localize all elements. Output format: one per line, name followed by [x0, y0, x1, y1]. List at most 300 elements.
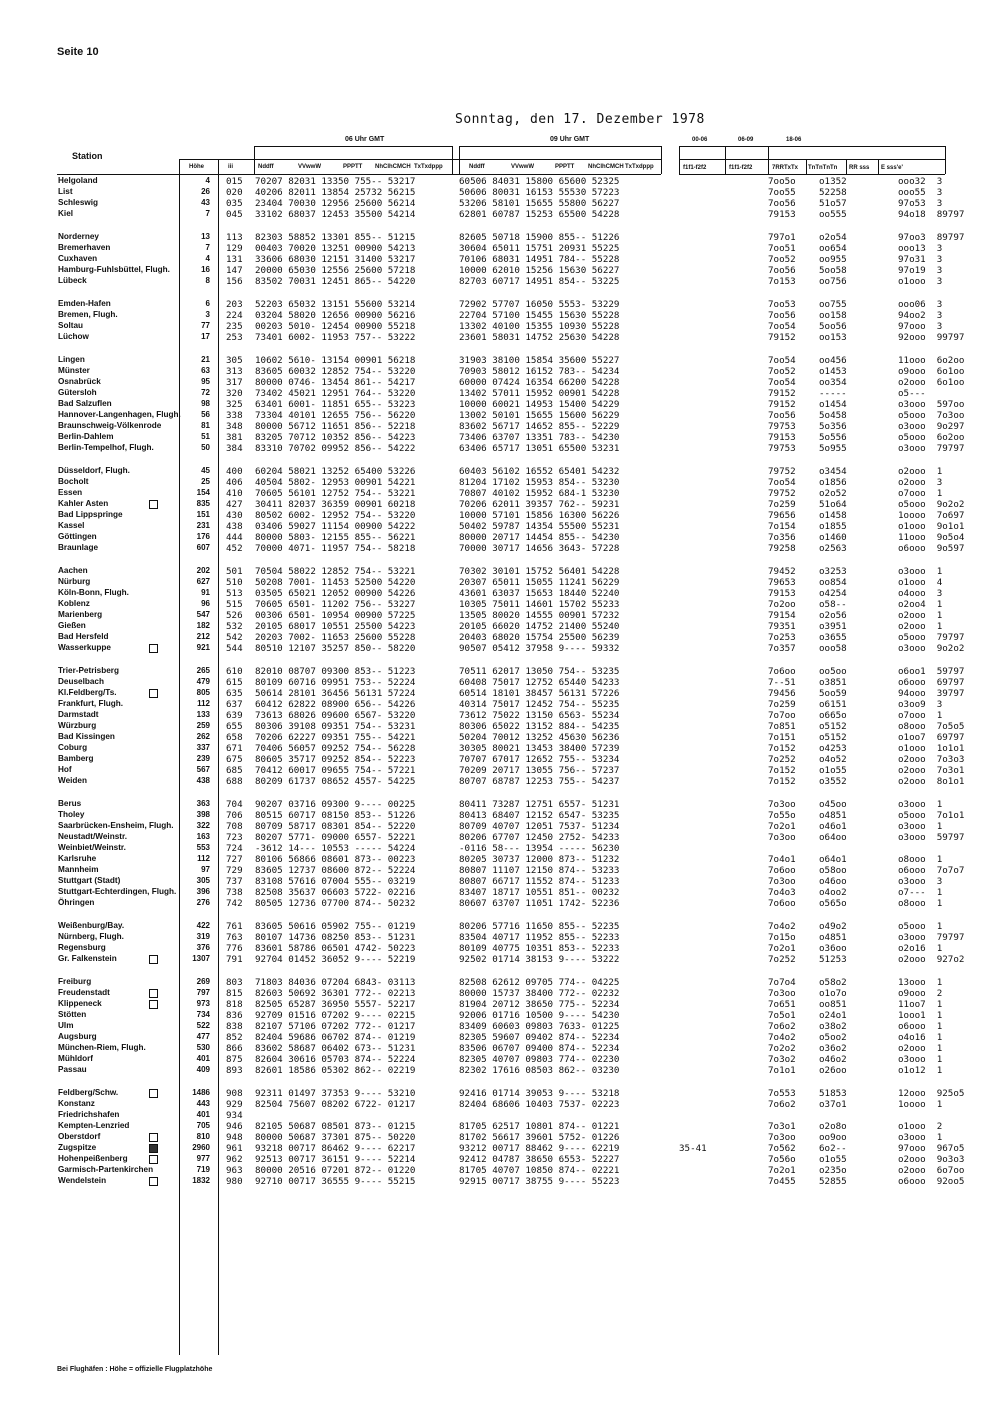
extra-group-3: 97o53 3 [898, 198, 943, 209]
station-id: 962 [226, 1154, 243, 1165]
extra-group-3: 94ooo 39797 [898, 688, 965, 699]
table-row [0, 821, 1000, 831]
extra-group-1: 7o56o [768, 1154, 796, 1165]
obs-06-utc: 20000 65030 12556 25600 57218 [255, 265, 416, 276]
col-06-3: PPPTT [343, 164, 363, 170]
station-id: 438 [226, 521, 243, 532]
station-id: 035 [226, 198, 243, 209]
extra-group-3: 11ooo 9o5o4 [898, 532, 965, 543]
station-altitude: 50 [201, 443, 210, 452]
station-altitude: 438 [196, 776, 210, 785]
obs-09-utc: 81904 20712 38650 775-- 52234 [459, 999, 620, 1010]
extra-group-2: o4851 [819, 810, 847, 821]
station-name: Friedrichshafen [58, 1110, 120, 1119]
obs-06-utc: 82504 75607 08202 6722- 01217 [255, 1099, 416, 1110]
extra-group-3: o2o16 1 [898, 943, 943, 954]
extra-group-2: oo654 [819, 243, 847, 254]
extra-group-2: o58oo [819, 865, 847, 876]
extra-group-1: 7o6oo [768, 865, 796, 876]
station-id: 738 [226, 887, 243, 898]
extra-group-1: 7o3oo [768, 799, 796, 810]
obs-09-utc: 70511 62017 13050 754-- 53235 [459, 666, 620, 677]
extra-group-3: o5ooo 6o2oo [898, 432, 965, 443]
obs-09-utc: 80000 20717 14454 855-- 54230 [459, 532, 620, 543]
station-id: 737 [226, 876, 243, 887]
obs-09-utc: 43601 63037 15653 18440 52240 [459, 588, 620, 599]
col-06-2: VVwwW [298, 164, 322, 170]
extra-group-1: 7o6oo [768, 898, 796, 909]
extra-group-2: o1855 [819, 521, 847, 532]
extra-group-3: o2ooo 3 [898, 477, 943, 488]
obs-09-utc: 83504 40717 11952 855-- 52233 [459, 932, 620, 943]
station-id: 015 [226, 176, 243, 187]
extra-group-2: o2o56 [819, 610, 847, 621]
extra-group-2: oo456 [819, 355, 847, 366]
obs-06-utc: 80000 50687 37301 875-- 50220 [255, 1132, 416, 1143]
extra-group-1: 7o152 [768, 743, 796, 754]
extra-group-1: 7o2o2 [768, 1043, 796, 1054]
station-id: 637 [226, 699, 243, 710]
obs-06-utc: 33606 68030 12151 31400 53217 [255, 254, 416, 265]
station-altitude: 627 [196, 577, 210, 586]
extra-group-3: o2ooo 7o3o3 [898, 754, 965, 765]
station-name: Garmisch-Partenkirchen [58, 1165, 154, 1174]
station-altitude: 921 [196, 643, 210, 652]
station-altitude: 7 [205, 209, 210, 218]
obs-09-utc: 70903 58012 16152 783-- 54234 [459, 366, 620, 377]
extra-group-3: o3ooo 79797 [898, 443, 965, 454]
extra-group-1: 79752 [768, 488, 796, 499]
station-id: 406 [226, 477, 243, 488]
extra-group-1: 7o152 [768, 776, 796, 787]
obs-06-utc: 83310 70702 09952 856-- 54222 [255, 443, 416, 454]
table-row [0, 621, 1000, 631]
station-id: 542 [226, 632, 243, 643]
station-name: München-Riem, Flugh. [58, 1043, 146, 1052]
table-row [0, 399, 1000, 409]
table-row [0, 209, 1000, 219]
station-id: 045 [226, 209, 243, 220]
extra-group-2: o58-- [819, 599, 847, 610]
extra-group-2: 5oo56 [819, 321, 847, 332]
obs-09-utc: 20403 68020 15754 25500 56239 [459, 632, 620, 643]
table-row [0, 898, 1000, 908]
obs-09-utc: 22704 57100 15455 15630 55228 [459, 310, 620, 321]
extra-group-2: o1o55 [819, 1154, 847, 1165]
station-name: Nürnberg, Flugh. [58, 932, 124, 941]
extra-group-3: o9ooo 6o1oo [898, 366, 965, 377]
table-row [0, 610, 1000, 620]
extra-group-1: 7o7o4 [768, 977, 796, 988]
divider [945, 146, 946, 174]
extra-group-3: 1ooo1 1 [898, 1010, 943, 1021]
extra-group-1: 79753 [768, 443, 796, 454]
extra-group-1: 7o851 [768, 721, 796, 732]
divider [459, 146, 460, 174]
station-id: 761 [226, 921, 243, 932]
station-name: Augsburg [58, 1032, 97, 1041]
station-name: Karlsruhe [58, 854, 97, 863]
extra-group-2: o1856 [819, 477, 847, 488]
station-altitude: 553 [196, 843, 210, 852]
obs-06-utc: 73613 68026 09600 6567- 53220 [255, 710, 416, 721]
obs-09-utc: 93212 00717 88462 9---- 62219 [459, 1143, 620, 1154]
station-altitude: 17 [201, 332, 210, 341]
station-altitude: 319 [196, 932, 210, 941]
extra-group-2: o565o [819, 898, 847, 909]
table-row [0, 1110, 1000, 1120]
extra-group-1: 7o6o2 [768, 1099, 796, 1110]
table-row [0, 488, 1000, 498]
extra-group-3: o6ooo 7o7o7 [898, 865, 965, 876]
extra-group-3: o1ooo 3 [898, 276, 943, 287]
station-name: Norderney [58, 232, 99, 241]
extra-group-2: o5152 [819, 721, 847, 732]
station-name: Stuttgart (Stadt) [58, 876, 121, 885]
table-row [0, 754, 1000, 764]
col-09-3: PPPTT [555, 164, 575, 170]
extra-group-2: o4253 [819, 743, 847, 754]
station-altitude: 734 [196, 1010, 210, 1019]
extra-group-3: o7ooo 1 [898, 710, 943, 721]
extra-group-1: 7o455 [768, 1176, 796, 1187]
station-id: 671 [226, 743, 243, 754]
extra-group-1: 7oo52 [768, 254, 796, 265]
obs-06-utc: 20203 7002- 11653 25600 55228 [255, 632, 416, 643]
extra-group-2: o3253 [819, 566, 847, 577]
mountain-station-marker-icon [149, 1000, 158, 1009]
station-altitude: 63 [201, 366, 210, 375]
table-row [0, 521, 1000, 531]
extra-group-3: 1oooo 1 [898, 1099, 943, 1110]
table-row [0, 243, 1000, 253]
station-name: Wendelstein [58, 1176, 107, 1185]
divider [459, 146, 661, 147]
station-name: Feldberg/Schw. [58, 1088, 119, 1097]
obs-06-utc: 73402 45021 12951 764-- 53220 [255, 388, 416, 399]
extra-group-3: o7ooo 1 [898, 488, 943, 499]
table-row [0, 510, 1000, 520]
station-altitude: 56 [201, 410, 210, 419]
station-id: 655 [226, 721, 243, 732]
obs-09-utc: 82508 62612 09705 774-- 04225 [459, 977, 620, 988]
extra-group-3: o6oo1 59797 [898, 666, 965, 677]
extra-group-2: oo153 [819, 332, 847, 343]
obs-06-utc: 23404 70030 12956 25600 56214 [255, 198, 416, 209]
obs-09-utc: 70000 30717 14656 3643- 57228 [459, 543, 620, 554]
station-name: List [58, 187, 73, 196]
station-altitude: 810 [196, 1132, 210, 1141]
obs-06-utc: 92311 01497 37353 9---- 53210 [255, 1088, 416, 1099]
table-row [0, 1121, 1000, 1131]
extra-group-3: o2ooo 1 [898, 621, 943, 632]
obs-06-utc: 82404 59686 06702 874-- 01219 [255, 1032, 416, 1043]
table-row [0, 321, 1000, 331]
extra-group-2: o37o1 [819, 1099, 847, 1110]
station-altitude: 8 [205, 276, 210, 285]
obs-06-utc: 80000 56712 11651 856-- 52218 [255, 421, 416, 432]
obs-06-utc: 82603 50692 36301 772-- 02213 [255, 988, 416, 999]
col-09-5: TxTxdppp [625, 164, 654, 170]
table-row [0, 377, 1000, 387]
station-altitude: 95 [201, 377, 210, 386]
obs-06-utc: 70605 56101 12752 754-- 53221 [255, 488, 416, 499]
obs-06-utc: 60204 58021 13252 65400 53226 [255, 466, 416, 477]
col-06-4: NhClhCMCH [375, 164, 411, 170]
station-id: 400 [226, 466, 243, 477]
extra-group-3: o6ooo 92oo5 [898, 1176, 965, 1187]
obs-06-utc: 50208 7001- 11453 52500 54220 [255, 577, 416, 588]
extra-group-2: oo755 [819, 299, 847, 310]
station-name: Kl.Feldberg/Ts. [58, 688, 117, 697]
obs-06-utc: 83605 60032 12852 754-- 53220 [255, 366, 416, 377]
table-row [0, 1054, 1000, 1064]
station-altitude: 151 [196, 510, 210, 519]
table-row [0, 832, 1000, 842]
table-row [0, 577, 1000, 587]
station-altitude: 25 [201, 477, 210, 486]
station-name: Kassel [58, 521, 85, 530]
obs-09-utc: 62801 60787 15253 65500 54228 [459, 209, 620, 220]
extra-group-3: 97o19 3 [898, 265, 943, 276]
station-altitude: 322 [196, 821, 210, 830]
station-id: 893 [226, 1065, 243, 1076]
extra-group-2: o3655 [819, 632, 847, 643]
table-row [0, 732, 1000, 742]
obs-09-utc: 92412 04787 38650 6553- 52227 [459, 1154, 620, 1165]
station-altitude: 91 [201, 588, 210, 597]
station-name: Saarbrücken-Ensheim, Flugh. [58, 821, 174, 830]
obs-06-utc: 80109 60716 09951 753-- 52224 [255, 677, 416, 688]
extra-group-3: o2ooo 1 [898, 1043, 943, 1054]
extra-group-3: o4ooo 3 [898, 588, 943, 599]
table-row [0, 1010, 1000, 1020]
station-id: 203 [226, 299, 243, 310]
station-name: Gr. Falkenstein [58, 954, 117, 963]
station-name: Ulm [58, 1021, 74, 1030]
extra-group-1: 7o259 [768, 699, 796, 710]
station-altitude: 3 [205, 310, 210, 319]
extra-group-3: o5ooo 1 [898, 921, 943, 932]
station-id: 325 [226, 399, 243, 410]
obs-09-utc: 83602 56717 14652 855-- 52229 [459, 421, 620, 432]
station-name: Coburg [58, 743, 88, 752]
extra-group-1: 7o356 [768, 532, 796, 543]
divider [254, 146, 452, 147]
extra-group-3: o2ooo 7o3o1 [898, 765, 965, 776]
obs-06-utc: 00203 5010- 12454 00900 55218 [255, 321, 416, 332]
obs-09-utc: 31903 38100 15854 35600 55227 [459, 355, 620, 366]
table-row [0, 421, 1000, 431]
extra-group-2: o3552 [819, 776, 847, 787]
extra-group-2: oo9oo [819, 1132, 847, 1143]
station-id: 836 [226, 1010, 243, 1021]
station-id: 381 [226, 432, 243, 443]
obs-06-utc: 60412 62822 08900 656-- 54226 [255, 699, 416, 710]
obs-09-utc: 53206 58101 15655 55800 56227 [459, 198, 620, 209]
divider [179, 159, 661, 160]
extra-group-1: 7o4o1 [768, 854, 796, 865]
table-row [0, 599, 1000, 609]
station-name: Münster [58, 366, 90, 375]
extra-group-1: 7oo52 [768, 366, 796, 377]
extra-group-3: o1ooo 4 [898, 577, 943, 588]
extra-group-1: 7oo56 [768, 198, 796, 209]
page-number: Seite 10 [57, 46, 99, 58]
obs-06-utc: 83108 57616 07004 555-- 03219 [255, 876, 416, 887]
extra-group-3: o5ooo 7o1o1 [898, 810, 965, 821]
station-altitude: 567 [196, 765, 210, 774]
station-name: Hamburg-Fuhlsbüttel, Flugh. [58, 265, 170, 274]
extra-group-1: 7o152 [768, 765, 796, 776]
station-name: Neustadt/Weinstr. [58, 832, 128, 841]
extra-group-3: o4o16 1 [898, 1032, 943, 1043]
table-row [0, 1154, 1000, 1164]
extra-group-2: oo756 [819, 276, 847, 287]
extra-group-3: o6ooo 69797 [898, 677, 965, 688]
station-name: Hof [58, 765, 72, 774]
table-row [0, 466, 1000, 476]
station-altitude: 43 [201, 198, 210, 207]
extra-group-3: o2ooo 6o1oo [898, 377, 965, 388]
extra-group-3: o3ooo 3 [898, 876, 943, 887]
obs-09-utc: 10000 62010 15256 15630 56227 [459, 265, 620, 276]
extra-group-1: 7o4o2 [768, 921, 796, 932]
extra-group-1: 7o3oo [768, 876, 796, 887]
extra-group-1: 7o55o [768, 810, 796, 821]
table-row [0, 710, 1000, 720]
station-altitude: 13 [201, 232, 210, 241]
station-id: 818 [226, 999, 243, 1010]
station-altitude: 705 [196, 1121, 210, 1130]
extra-group-3: o3ooo 1 [898, 1132, 943, 1143]
extra-group-1: 79456 [768, 688, 796, 699]
station-id: 791 [226, 954, 243, 965]
table-row [0, 477, 1000, 487]
station-name: Osnabrück [58, 377, 101, 386]
station-name: Emden-Hafen [58, 299, 111, 308]
extra-group-2: o38o2 [819, 1021, 847, 1032]
table-row [0, 943, 1000, 953]
station-name: Kiel [58, 209, 74, 218]
obs-09-utc: 50402 59787 14354 55500 55231 [459, 521, 620, 532]
obs-09-utc: 70209 20717 13055 756-- 57237 [459, 765, 620, 776]
extra-group-3: o1oo7 69797 [898, 732, 965, 743]
station-name: Gießen [58, 621, 86, 630]
station-id: 639 [226, 710, 243, 721]
extra-group-3: o3ooo 1 [898, 799, 943, 810]
station-altitude: 396 [196, 887, 210, 896]
station-altitude: 133 [196, 710, 210, 719]
extra-group-2: 6o2-- [819, 1143, 847, 1154]
extra-group-3: o2ooo 6o7oo [898, 1165, 965, 1176]
obs-06-utc: 80306 39108 09351 754-- 53231 [255, 721, 416, 732]
obs-06-utc: 82107 57106 07202 772-- 01217 [255, 1021, 416, 1032]
extra-group-2: 5o556 [819, 432, 847, 443]
extra-group-2: ----- [819, 388, 847, 399]
station-id: 384 [226, 443, 243, 454]
station-id: 444 [226, 532, 243, 543]
obs-09-utc: 30305 80021 13453 38400 57239 [459, 743, 620, 754]
station-id: 704 [226, 799, 243, 810]
station-altitude: 4 [205, 176, 210, 185]
extra-group-3: ooo55 3 [898, 187, 943, 198]
obs-06-utc: 90207 03716 09300 9---- 00225 [255, 799, 416, 810]
obs-06-utc: 82508 35637 06603 5722- 02216 [255, 887, 416, 898]
divider [679, 146, 680, 174]
extra-group-3: ooo32 3 [898, 176, 943, 187]
obs-06-utc: 03505 65021 12052 00900 54226 [255, 588, 416, 599]
obs-09-utc: 70807 40102 15952 684-1 53230 [459, 488, 620, 499]
extra-group-1: 7o3oo [768, 1132, 796, 1143]
extra-group-2: o1458 [819, 510, 847, 521]
station-altitude: 376 [196, 943, 210, 952]
table-row [0, 810, 1000, 820]
extra-group-3: o3ooo 79797 [898, 932, 965, 943]
divider [679, 146, 945, 147]
extra-group-1: 79452 [768, 566, 796, 577]
extra-group-1: 79152 [768, 399, 796, 410]
obs-09-utc: 83506 06707 09400 874-- 52234 [459, 1043, 620, 1054]
table-row [0, 632, 1000, 642]
station-id: 708 [226, 821, 243, 832]
table-row [0, 366, 1000, 376]
obs-09-utc: 82302 17616 08503 862-- 03230 [459, 1065, 620, 1076]
station-altitude: 1832 [192, 1176, 210, 1185]
divider [661, 146, 662, 174]
obs-06-utc: 92710 00717 36555 9---- 55215 [255, 1176, 416, 1187]
station-name: Darmstadt [58, 710, 99, 719]
table-row [0, 854, 1000, 864]
extra-group-1: 7o4o3 [768, 887, 796, 898]
obs-09-utc: 13402 57011 15952 00901 54228 [459, 388, 620, 399]
station-altitude: 259 [196, 721, 210, 730]
station-id: 147 [226, 265, 243, 276]
obs-09-utc: 80607 63707 11051 1742- 52236 [459, 898, 620, 909]
obs-09-utc: 80206 57716 11650 855-- 52235 [459, 921, 620, 932]
station-name: Weiden [58, 776, 87, 785]
obs-09-utc: 30604 65011 15751 20931 55225 [459, 243, 620, 254]
station-altitude: 276 [196, 898, 210, 907]
table-row [0, 355, 1000, 365]
obs-09-utc: 92502 01714 38153 9---- 53222 [459, 954, 620, 965]
extra-group-2: o2o8o [819, 1121, 847, 1132]
obs-09-utc: 10000 57101 15856 16300 56226 [459, 510, 620, 521]
station-id: 020 [226, 187, 243, 198]
station-name: Bocholt [58, 477, 89, 486]
obs-09-utc: 80000 15737 38400 772-- 02232 [459, 988, 620, 999]
table-row [0, 543, 1000, 553]
r-col-5: RR sss [849, 165, 870, 171]
obs-09-utc: 82703 60717 14951 854-- 53225 [459, 276, 620, 287]
station-altitude: 96 [201, 599, 210, 608]
station-altitude: 401 [196, 1110, 210, 1119]
station-id: 688 [226, 776, 243, 787]
extra-group-2: o26oo [819, 1065, 847, 1076]
station-name: Zugspitze [58, 1143, 97, 1152]
group-06-header: 06 Uhr GMT [345, 136, 385, 143]
extra-group-2: o3454 [819, 466, 847, 477]
mountain-station-marker-icon [149, 500, 158, 509]
obs-09-utc: 80205 30737 12000 873-- 51232 [459, 854, 620, 865]
extra-group-1: 79153 [768, 588, 796, 599]
station-name: Konstanz [58, 1099, 95, 1108]
table-row [0, 410, 1000, 420]
station-name: Berus [58, 799, 82, 808]
extra-group-2: o1352 [819, 176, 847, 187]
station-altitude: 154 [196, 488, 210, 497]
extra-group-1: 79351 [768, 621, 796, 632]
